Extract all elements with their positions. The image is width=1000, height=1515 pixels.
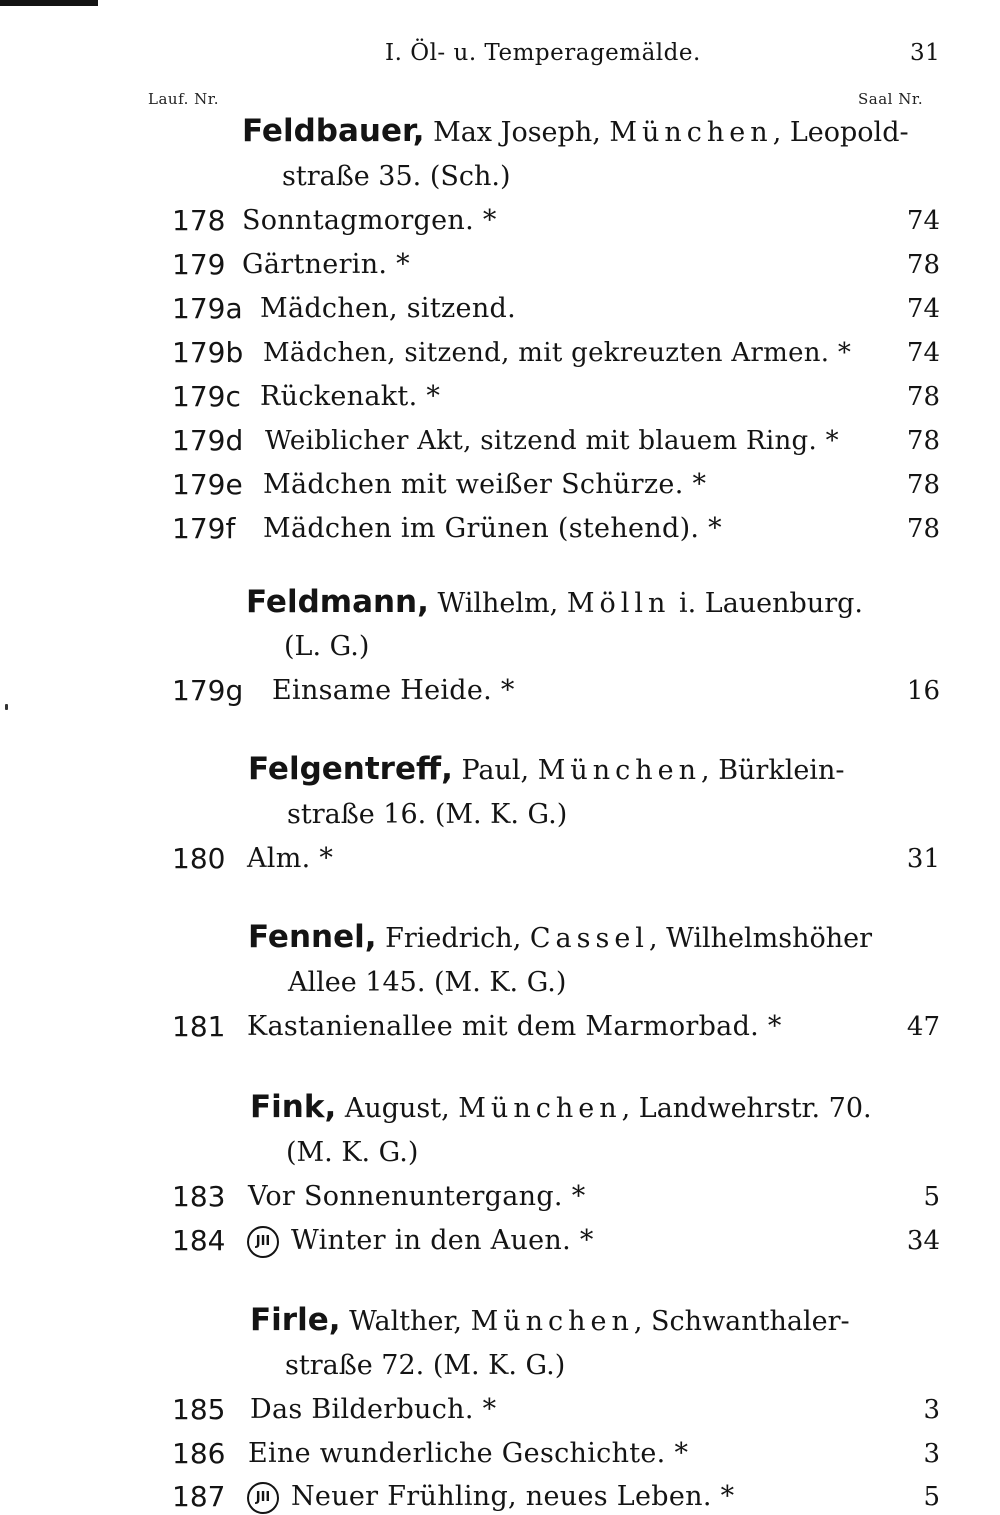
column-header-lauf-nr: Lauf. Nr. xyxy=(148,90,220,108)
catalogue-number: 180 xyxy=(172,842,226,875)
room-number: 34 xyxy=(906,1226,940,1256)
catalogue-number: 179a xyxy=(172,292,243,325)
painting-title-with-badge xyxy=(247,1480,734,1514)
artist-city: München xyxy=(537,755,702,786)
catalogue-number: 185 xyxy=(172,1393,226,1426)
artist-address: straße 16. (M. K. G.) xyxy=(287,799,568,830)
painting-title: Vor Sonnenuntergang. * xyxy=(248,1181,586,1212)
section-title: I. Öl- u. Temperagemälde. xyxy=(385,40,701,66)
room-number: 78 xyxy=(906,382,940,412)
painting-title: Mädchen, sitzend. xyxy=(260,293,516,324)
artist-name: Firle, xyxy=(250,1302,341,1338)
artist-city: Cassel xyxy=(529,923,649,954)
painting-title: Gärtnerin. * xyxy=(242,249,410,280)
artist-city: München xyxy=(470,1306,634,1337)
room-number: 74 xyxy=(906,206,940,236)
painting-title: Rückenakt. * xyxy=(260,381,441,412)
catalogue-number: 178 xyxy=(172,204,226,237)
painting-title: Neuer Frühling, neues Leben. * xyxy=(291,1481,735,1512)
catalogue-number: 184 xyxy=(172,1224,226,1257)
room-number: 74 xyxy=(906,294,940,324)
column-header-saal-nr: Saal Nr. xyxy=(858,90,924,108)
artist-heading: Fink, August, München, Landwehrstr. 70. xyxy=(250,1089,872,1125)
room-number: 3 xyxy=(923,1395,940,1425)
painting-title: Einsame Heide. * xyxy=(272,675,515,706)
catalogue-number: 179b xyxy=(172,336,244,369)
catalogue-number: 179d xyxy=(172,424,244,457)
page-edge-mark xyxy=(0,0,98,6)
catalogue-number: 181 xyxy=(172,1010,226,1043)
artist-address: (L. G.) xyxy=(284,631,370,662)
room-number: 5 xyxy=(923,1482,940,1512)
room-number: 31 xyxy=(906,844,940,874)
artist-city: Mölln xyxy=(566,588,671,619)
painting-title: Mädchen, sitzend, mit gekreuzten Armen. * xyxy=(263,338,852,368)
room-number: 5 xyxy=(923,1182,940,1212)
artist-address: straße 72. (M. K. G.) xyxy=(285,1350,566,1381)
artist-name: Feldbauer, xyxy=(242,113,425,149)
jubilee-badge-icon: JII xyxy=(247,1226,279,1258)
ink-speck xyxy=(5,704,8,710)
room-number: 78 xyxy=(906,250,940,280)
painting-title: Weiblicher Akt, sitzend mit blauem Ring. * xyxy=(265,426,839,456)
artist-heading: Feldbauer, Max Joseph, München, Leopold- xyxy=(242,113,909,149)
catalogue-number: 186 xyxy=(172,1437,226,1470)
artist-name: Fink, xyxy=(250,1089,337,1125)
room-number: 16 xyxy=(906,676,940,706)
room-number: 47 xyxy=(906,1012,940,1042)
room-number: 3 xyxy=(923,1439,940,1469)
catalogue-number: 179 xyxy=(172,248,226,281)
catalogue-number: 179g xyxy=(172,674,244,707)
artist-name: Felgentreff, xyxy=(248,751,453,787)
painting-title: Das Bilderbuch. * xyxy=(250,1394,497,1425)
catalogue-number: 179f xyxy=(172,512,236,545)
page-number: 31 xyxy=(910,40,941,66)
artist-address: straße 35. (Sch.) xyxy=(282,161,511,192)
artist-heading: Felgentreff, Paul, München, Bürklein- xyxy=(248,751,845,787)
painting-title: Eine wunderliche Geschichte. * xyxy=(248,1438,689,1469)
artist-heading: Fennel, Friedrich, Cassel, Wilhelmshöher xyxy=(248,919,873,955)
artist-city: München xyxy=(609,117,773,148)
painting-title: Alm. * xyxy=(247,843,334,874)
painting-title: Mädchen mit weißer Schürze. * xyxy=(263,469,707,500)
artist-address: Allee 145. (M. K. G.) xyxy=(288,967,567,998)
artist-city: München xyxy=(458,1093,622,1124)
artist-name: Feldmann, xyxy=(246,584,429,620)
room-number: 78 xyxy=(906,426,940,456)
room-number: 74 xyxy=(906,338,940,368)
catalogue-number: 179e xyxy=(172,468,243,501)
painting-title: Sonntagmorgen. * xyxy=(242,205,497,236)
catalogue-number: 179c xyxy=(172,380,241,413)
catalogue-number: 187 xyxy=(172,1480,226,1513)
artist-heading: Feldmann, Wilhelm, Mölln i. Lauenburg. xyxy=(246,584,863,620)
artist-name: Fennel, xyxy=(248,919,377,955)
artist-heading: Firle, Walther, München, Schwanthaler- xyxy=(250,1302,850,1338)
room-number: 78 xyxy=(906,470,940,500)
painting-title: Kastanienallee mit dem Marmorbad. * xyxy=(247,1011,782,1042)
painting-title: Mädchen im Grünen (stehend). * xyxy=(263,513,722,544)
painting-title: Winter in den Auen. * xyxy=(291,1225,594,1256)
artist-address: (M. K. G.) xyxy=(286,1137,419,1168)
room-number: 78 xyxy=(906,514,940,544)
catalogue-number: 183 xyxy=(172,1180,226,1213)
painting-title-with-badge xyxy=(247,1224,594,1258)
jubilee-badge-icon: JII xyxy=(247,1482,279,1514)
